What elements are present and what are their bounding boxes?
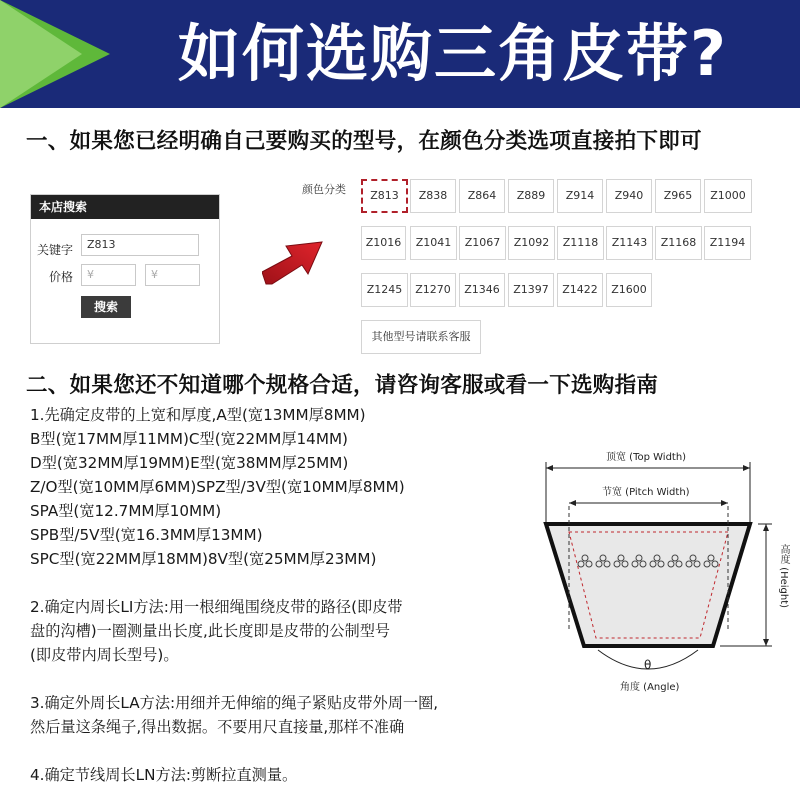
angle-label: 角度 (Angle) [620,682,680,693]
color-option[interactable]: Z1000 [704,179,752,213]
page-title: 如何选购三角皮带? [178,17,728,90]
guide-line: 盘的沟槽)一圈测量出长度,此长度即是皮带的公制型号 [30,622,391,640]
store-search-panel [30,194,220,344]
top-width-label: 顶宽 (Top Width) [606,452,687,463]
color-option[interactable]: Z1168 [655,226,702,260]
guide-line: 3.确定外周长LA方法:用细并无伸缩的绳子紧贴皮带外周一圈, [30,694,439,712]
color-option[interactable]: Z1600 [606,273,652,307]
guide-line: (即皮带内周长型号)。 [30,646,179,664]
color-option[interactable]: Z914 [557,179,603,213]
angle-symbol: θ [644,658,652,672]
color-option[interactable]: Z1397 [508,273,554,307]
color-category-label: 颜色分类 [302,183,346,196]
banner-accent-shape-inner [0,0,82,108]
price-label: 价格 [49,270,74,284]
header-banner [0,0,800,108]
guide-line: SPA型(宽12.7MM厚10MM) [30,502,222,520]
pointer-arrow-icon [262,238,324,288]
pitch-width-label: 节宽 (Pitch Width) [602,487,690,498]
color-option[interactable]: Z1270 [410,273,456,307]
search-panel-header: 本店搜索 [31,195,219,219]
color-option[interactable]: Z1041 [410,226,457,260]
color-option[interactable]: Z1143 [606,226,653,260]
color-option[interactable]: Z1422 [557,273,603,307]
color-option[interactable]: Z1067 [459,226,506,260]
section-2-heading: 二、如果您还不知道哪个规格合适，请咨询客服或看一下选购指南 [26,373,659,398]
color-option[interactable]: Z813 [361,179,408,213]
color-option[interactable]: Z1346 [459,273,505,307]
color-option[interactable]: Z864 [459,179,505,213]
guide-line: SPC型(宽22MM厚18MM)8V型(宽25MM厚23MM) [30,550,377,568]
guide-line: 2.确定内周长LI方法:用一根细绳围绕皮带的路径(即皮带 [30,598,403,616]
guide-line: SPB型/5V型(宽16.3MM厚13MM) [30,526,263,544]
v-belt-diagram [540,440,800,696]
color-option[interactable]: Z1245 [361,273,408,307]
color-option[interactable]: Z889 [508,179,554,213]
price-min-input[interactable]: ¥ [81,264,136,286]
search-button[interactable]: 搜索 [81,296,131,318]
keyword-label: 关键字 [37,243,74,257]
guide-line: 4.确定节线周长LN方法:剪断拉直测量。 [30,766,298,784]
color-option[interactable]: Z1194 [704,226,751,260]
color-option[interactable]: Z838 [410,179,456,213]
color-option[interactable]: Z965 [655,179,701,213]
guide-line: Z/O型(宽10MM厚6MM)SPZ型/3V型(宽10MM厚8MM) [30,478,405,496]
color-option[interactable]: Z1092 [508,226,555,260]
guide-line: 然后量这条绳子,得出数据。不要用尺直接量,那样不准确 [30,718,405,736]
height-label: 高度 (Height) [778,544,789,609]
keyword-input[interactable]: Z813 [81,234,199,256]
v-belt-cross-section-icon [540,440,800,696]
section-1-heading: 一、如果您已经明确自己要购买的型号，在颜色分类选项直接拍下即可 [26,129,702,154]
color-option[interactable]: Z1016 [361,226,406,260]
color-option[interactable]: 其他型号请联系客服 [361,320,481,354]
guide-line: D型(宽32MM厚19MM)E型(宽38MM厚25MM) [30,454,349,472]
color-option[interactable]: Z940 [606,179,652,213]
guide-line: 1.先确定皮带的上宽和厚度,A型(宽13MM厚8MM) [30,406,366,424]
color-option[interactable]: Z1118 [557,226,604,260]
guide-line: B型(宽17MM厚11MM)C型(宽22MM厚14MM) [30,430,348,448]
price-max-input[interactable]: ¥ [145,264,200,286]
